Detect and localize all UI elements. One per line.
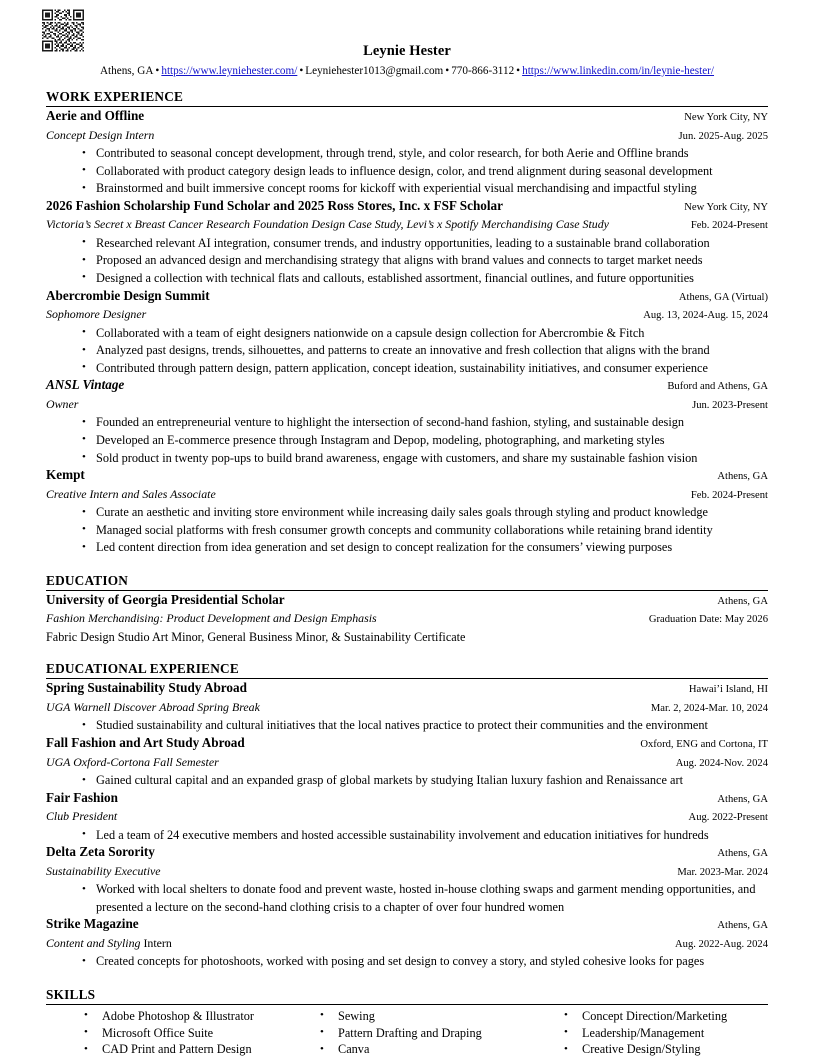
entry-organization: Strike Magazine (46, 916, 139, 932)
entry-location: Athens, GA (717, 595, 768, 607)
list-item: • Analyzed past designs, trends, silhouettes, and patterns to create an innovative and fresh collection that aligns with the brand (46, 342, 768, 360)
list-item: • Collaborated with product category design leads to influence design, color, and trend alignment during seasonal development (46, 163, 768, 181)
entry-organization: University of Georgia Presidential Scholar (46, 591, 285, 607)
page-title: Leynie Hester (363, 43, 451, 59)
list-item: • Developed an E-commerce presence through Instagram and Depop, modeling, photographing, and marketing styles (46, 432, 768, 450)
entry-date: Aug. 2022-Aug. 2024 (675, 938, 768, 950)
list-item: • Managed social platforms with fresh consumer growth concepts and community collaborations while retaining brand identity (46, 522, 768, 540)
list-item: • Designed a collection with technical flats and callouts, established assortment, financial outlines, and future opportunities (46, 270, 768, 288)
section-divider (46, 1004, 768, 1005)
linkedin-link[interactable]: https://www.linkedin.com/in/leynie-hester/ (522, 65, 715, 77)
entry-role: Fashion Merchandising: Product Development and Design Emphasis (46, 611, 377, 626)
entry-bullet-list (46, 235, 768, 288)
list-item: • Creative Design/Styling (530, 1041, 727, 1058)
list-item: • Created concepts for photoshoots, worked with posing and set design to convey a story, and styled cohesive looks for pages (46, 953, 768, 971)
list-item: • CAD Print and Pattern Design (46, 1041, 292, 1058)
list-item: • Collaborated with a team of eight designers nationwide on a capsule design collection for Abercrombie & Fitch (46, 325, 768, 343)
section-skills (46, 986, 768, 1058)
contact-separator-3: • (445, 65, 450, 77)
section-divider (46, 678, 768, 679)
contact-phone: 770-866-3112 (451, 65, 515, 77)
list-item: • Sewing (292, 1008, 530, 1025)
entry-role-italic: Content and Styling (46, 935, 141, 950)
skills-column-1 (46, 1008, 292, 1058)
list-item: • Gained cultural capital and an expanded grasp of global markets by studying Italian luxury fashion and Renaissance art (46, 772, 768, 790)
section-heading: EDUCATIONAL EXPERIENCE (46, 661, 239, 677)
educational-entry (46, 844, 768, 916)
section-divider (46, 590, 768, 591)
spacer (46, 971, 768, 986)
entry-location: Athens, GA (717, 471, 768, 483)
entry-location: Buford and Athens, GA (667, 381, 768, 393)
entry-date: Feb. 2024-Present (690, 220, 768, 232)
entry-bullet-list (46, 827, 768, 845)
entry-bullet-list (46, 145, 768, 198)
experience-entry (46, 198, 768, 288)
entry-location: New York City, NY (684, 112, 768, 123)
entry-organization: Fall Fashion and Art Study Abroad (46, 735, 245, 750)
spacer (46, 557, 768, 572)
entry-organization: Kempt (46, 467, 85, 483)
entry-date: Feb. 2024-Present (690, 489, 768, 501)
section-heading: WORK EXPERIENCE (46, 89, 184, 104)
entry-bullet-list (46, 953, 768, 971)
entry-bullet-list (46, 881, 768, 916)
skills-grid (46, 1006, 768, 1058)
entry-location: Athens, GA (717, 848, 768, 860)
contact-location: Athens, GA (99, 65, 154, 77)
experience-entry (46, 377, 768, 467)
list-item: • Sold product in twenty pop-ups to build brand awareness, engage with customers, and share my sustainable fashion vision (46, 450, 768, 468)
list-item: • Curate an aesthetic and inviting store environment while increasing daily sales goals through styling and product knowledge (46, 504, 768, 522)
entry-bullet-list (46, 414, 768, 467)
list-item: • Proposed an advanced design and merchandising strategy that aligns with brand values and connects to target market needs (46, 252, 768, 270)
skills-column-3 (530, 1008, 727, 1058)
entry-location: New York City, NY (684, 201, 768, 213)
entry-role: Creative Intern and Sales Associate (46, 486, 216, 501)
entry-bullet-list (46, 325, 768, 378)
entry-location: Oxford, ENG and Cortona, IT (640, 739, 768, 750)
section-divider (46, 106, 768, 107)
list-item: • Concept Direction/Marketing (530, 1008, 727, 1025)
entry-date: Mar. 2, 2024-Mar. 10, 2024 (650, 702, 768, 714)
contact-separator-4: • (516, 65, 521, 77)
list-item: • Pattern Drafting and Draping (292, 1025, 530, 1042)
entry-date: Jun. 2023-Present (692, 399, 768, 411)
entry-location: Hawai’i Island, HI (688, 684, 768, 696)
entry-date: Aug. 2022-Present (688, 812, 768, 824)
entry-date: Mar. 2023-Mar. 2024 (677, 866, 768, 878)
entry-organization: Abercrombie Design Summit (46, 287, 210, 303)
list-item: • Adobe Photoshop & Illustrator (46, 1008, 292, 1025)
qr-code-icon (40, 8, 86, 53)
entry-organization: Aerie and Offline (46, 108, 145, 123)
entry-role: Sustainability Executive (46, 863, 161, 878)
entry-location: Athens, GA (717, 793, 768, 805)
list-item: • Founded an entrepreneurial venture to highlight the intersection of second-hand fashion, styling, and sustainable design (46, 414, 768, 432)
education-entry (46, 592, 768, 646)
entry-bullet-list (46, 717, 768, 735)
entry-organization: ANSL Vintage (46, 377, 125, 393)
entry-role: Club President (46, 809, 118, 824)
entry-date: Aug. 13, 2024-Aug. 15, 2024 (643, 310, 768, 322)
entry-role-upright: Intern (140, 935, 172, 950)
website-link[interactable]: https://www.leyniehester.com/ (161, 65, 298, 77)
experience-entry (46, 288, 768, 378)
section-heading: SKILLS (46, 986, 96, 1002)
list-item: • Studied sustainability and cultural initiatives that the local natives practice to protect their communities and the environment (46, 717, 768, 735)
skills-column-2 (292, 1008, 530, 1058)
entry-role: Victoria’s Secret x Breast Cancer Research Foundation Design Case Study, Levi’s x Spotify Merchandising Case Study (46, 217, 609, 232)
list-item: • Microsoft Office Suite (46, 1025, 292, 1042)
list-item: • Led content direction from idea generation and set design to concept realization for the consumers’ viewing purposes (46, 539, 768, 557)
entry-location: Athens, GA (Virtual) (678, 291, 768, 303)
list-item: • Leadership/Management (530, 1025, 727, 1042)
list-item: • Contributed to seasonal concept development, through trend, style, and color research, for both Aerie and Offline brands (46, 145, 768, 163)
educational-entry (46, 916, 768, 971)
list-item: • Researched relevant AI integration, consumer trends, and industry opportunities, leading to a sustainable brand collaboration (46, 235, 768, 253)
educational-entry (46, 735, 768, 790)
entry-organization: Spring Sustainability Study Abroad (46, 680, 247, 696)
entry-minors-line: Fabric Design Studio Art Minor, General Business Minor, & Sustainability Certificate (46, 629, 466, 644)
entry-date: Jun. 2025-Aug. 2025 (678, 130, 768, 142)
entry-location: Athens, GA (717, 920, 768, 932)
contact-email: Leyniehester1013@gmail.com (305, 65, 444, 77)
entry-role: Sophomore Designer (46, 307, 147, 322)
contact-line (46, 60, 768, 79)
resume-header (46, 0, 768, 88)
list-item: • Led a team of 24 executive members and hosted accessible sustainability involvement and education initiatives for hundreds (46, 827, 768, 845)
contact-separator-1: • (155, 65, 160, 77)
experience-entry (46, 108, 768, 198)
list-item: • Brainstormed and built immersive concept rooms for kickoff with experiential visual merchandising and impactful styling (46, 180, 768, 198)
list-item: • Worked with local shelters to donate food and prevent waste, hosted in-house clothing swaps and garment mending opportunities, and presented a lecture on the second-hand clothing crisis to a chapter of over four hundred women (46, 881, 768, 916)
entry-role: Owner (46, 396, 79, 411)
section-educational-experience (46, 660, 768, 971)
contact-separator-2: • (299, 65, 304, 77)
section-heading: EDUCATION (46, 572, 129, 588)
list-item: • Contributed through pattern design, pattern application, concept ideation, sustainability initiatives, and consumer experience (46, 360, 768, 378)
entry-role: UGA Oxford-Cortona Fall Semester (46, 754, 219, 769)
educational-entry (46, 790, 768, 845)
section-work-experience (46, 88, 768, 557)
section-education (46, 572, 768, 646)
list-item: • Canva (292, 1041, 530, 1058)
experience-entry (46, 467, 768, 557)
entry-role (46, 935, 172, 952)
entry-date: Graduation Date: May 2026 (648, 614, 768, 626)
educational-entry (46, 680, 768, 735)
entry-bullet-list (46, 772, 768, 790)
spacer (46, 645, 768, 660)
entry-role: UGA Warnell Discover Abroad Spring Break (46, 699, 260, 714)
entry-date: Aug. 2024-Nov. 2024 (675, 757, 768, 769)
entry-role: Concept Design Intern (46, 127, 155, 142)
entry-organization: 2026 Fashion Scholarship Fund Scholar and 2025 Ross Stores, Inc. x FSF Scholar (46, 197, 504, 213)
entry-bullet-list (46, 504, 768, 557)
entry-organization: Delta Zeta Sorority (46, 844, 155, 860)
entry-organization: Fair Fashion (46, 789, 118, 805)
